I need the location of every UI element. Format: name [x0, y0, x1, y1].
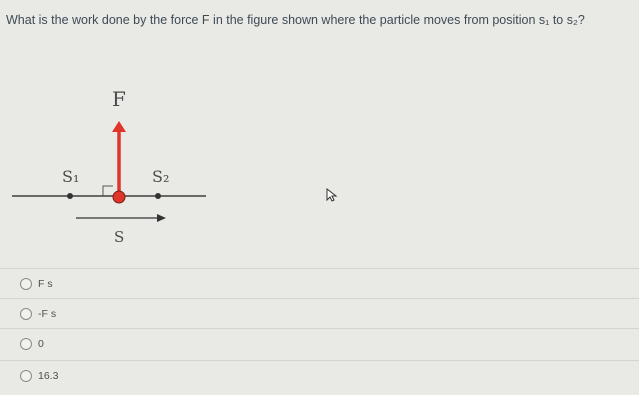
- displacement-label: S: [114, 228, 125, 246]
- radio-button[interactable]: [20, 278, 32, 290]
- option-neg-fs[interactable]: [0, 298, 639, 329]
- radio-button[interactable]: [20, 370, 32, 382]
- question-text: What is the work done by the force F in the figure shown where the particle moves from position s₁ to s₂?: [6, 13, 585, 27]
- particle: [113, 191, 125, 203]
- force-arrowhead: [112, 121, 126, 132]
- option-label: F s: [38, 278, 53, 290]
- mouse-cursor-icon: [326, 188, 338, 207]
- option-fs[interactable]: [0, 268, 639, 299]
- radio-button[interactable]: [20, 308, 32, 320]
- s2-label: S₂: [152, 167, 170, 186]
- force-label: F: [112, 87, 126, 111]
- s1-label: S₁: [62, 167, 80, 186]
- option-label: 16.3: [38, 370, 59, 382]
- option-label: -F s: [38, 308, 57, 320]
- physics-figure: [0, 70, 639, 250]
- s2-point: [155, 193, 161, 199]
- option-zero[interactable]: [0, 328, 639, 359]
- displacement-arrowhead: [157, 214, 166, 222]
- option-label: 0: [38, 338, 44, 350]
- right-angle-mark: [103, 186, 113, 196]
- radio-button[interactable]: [20, 338, 32, 350]
- option-16-3[interactable]: [0, 360, 639, 391]
- s1-point: [67, 193, 73, 199]
